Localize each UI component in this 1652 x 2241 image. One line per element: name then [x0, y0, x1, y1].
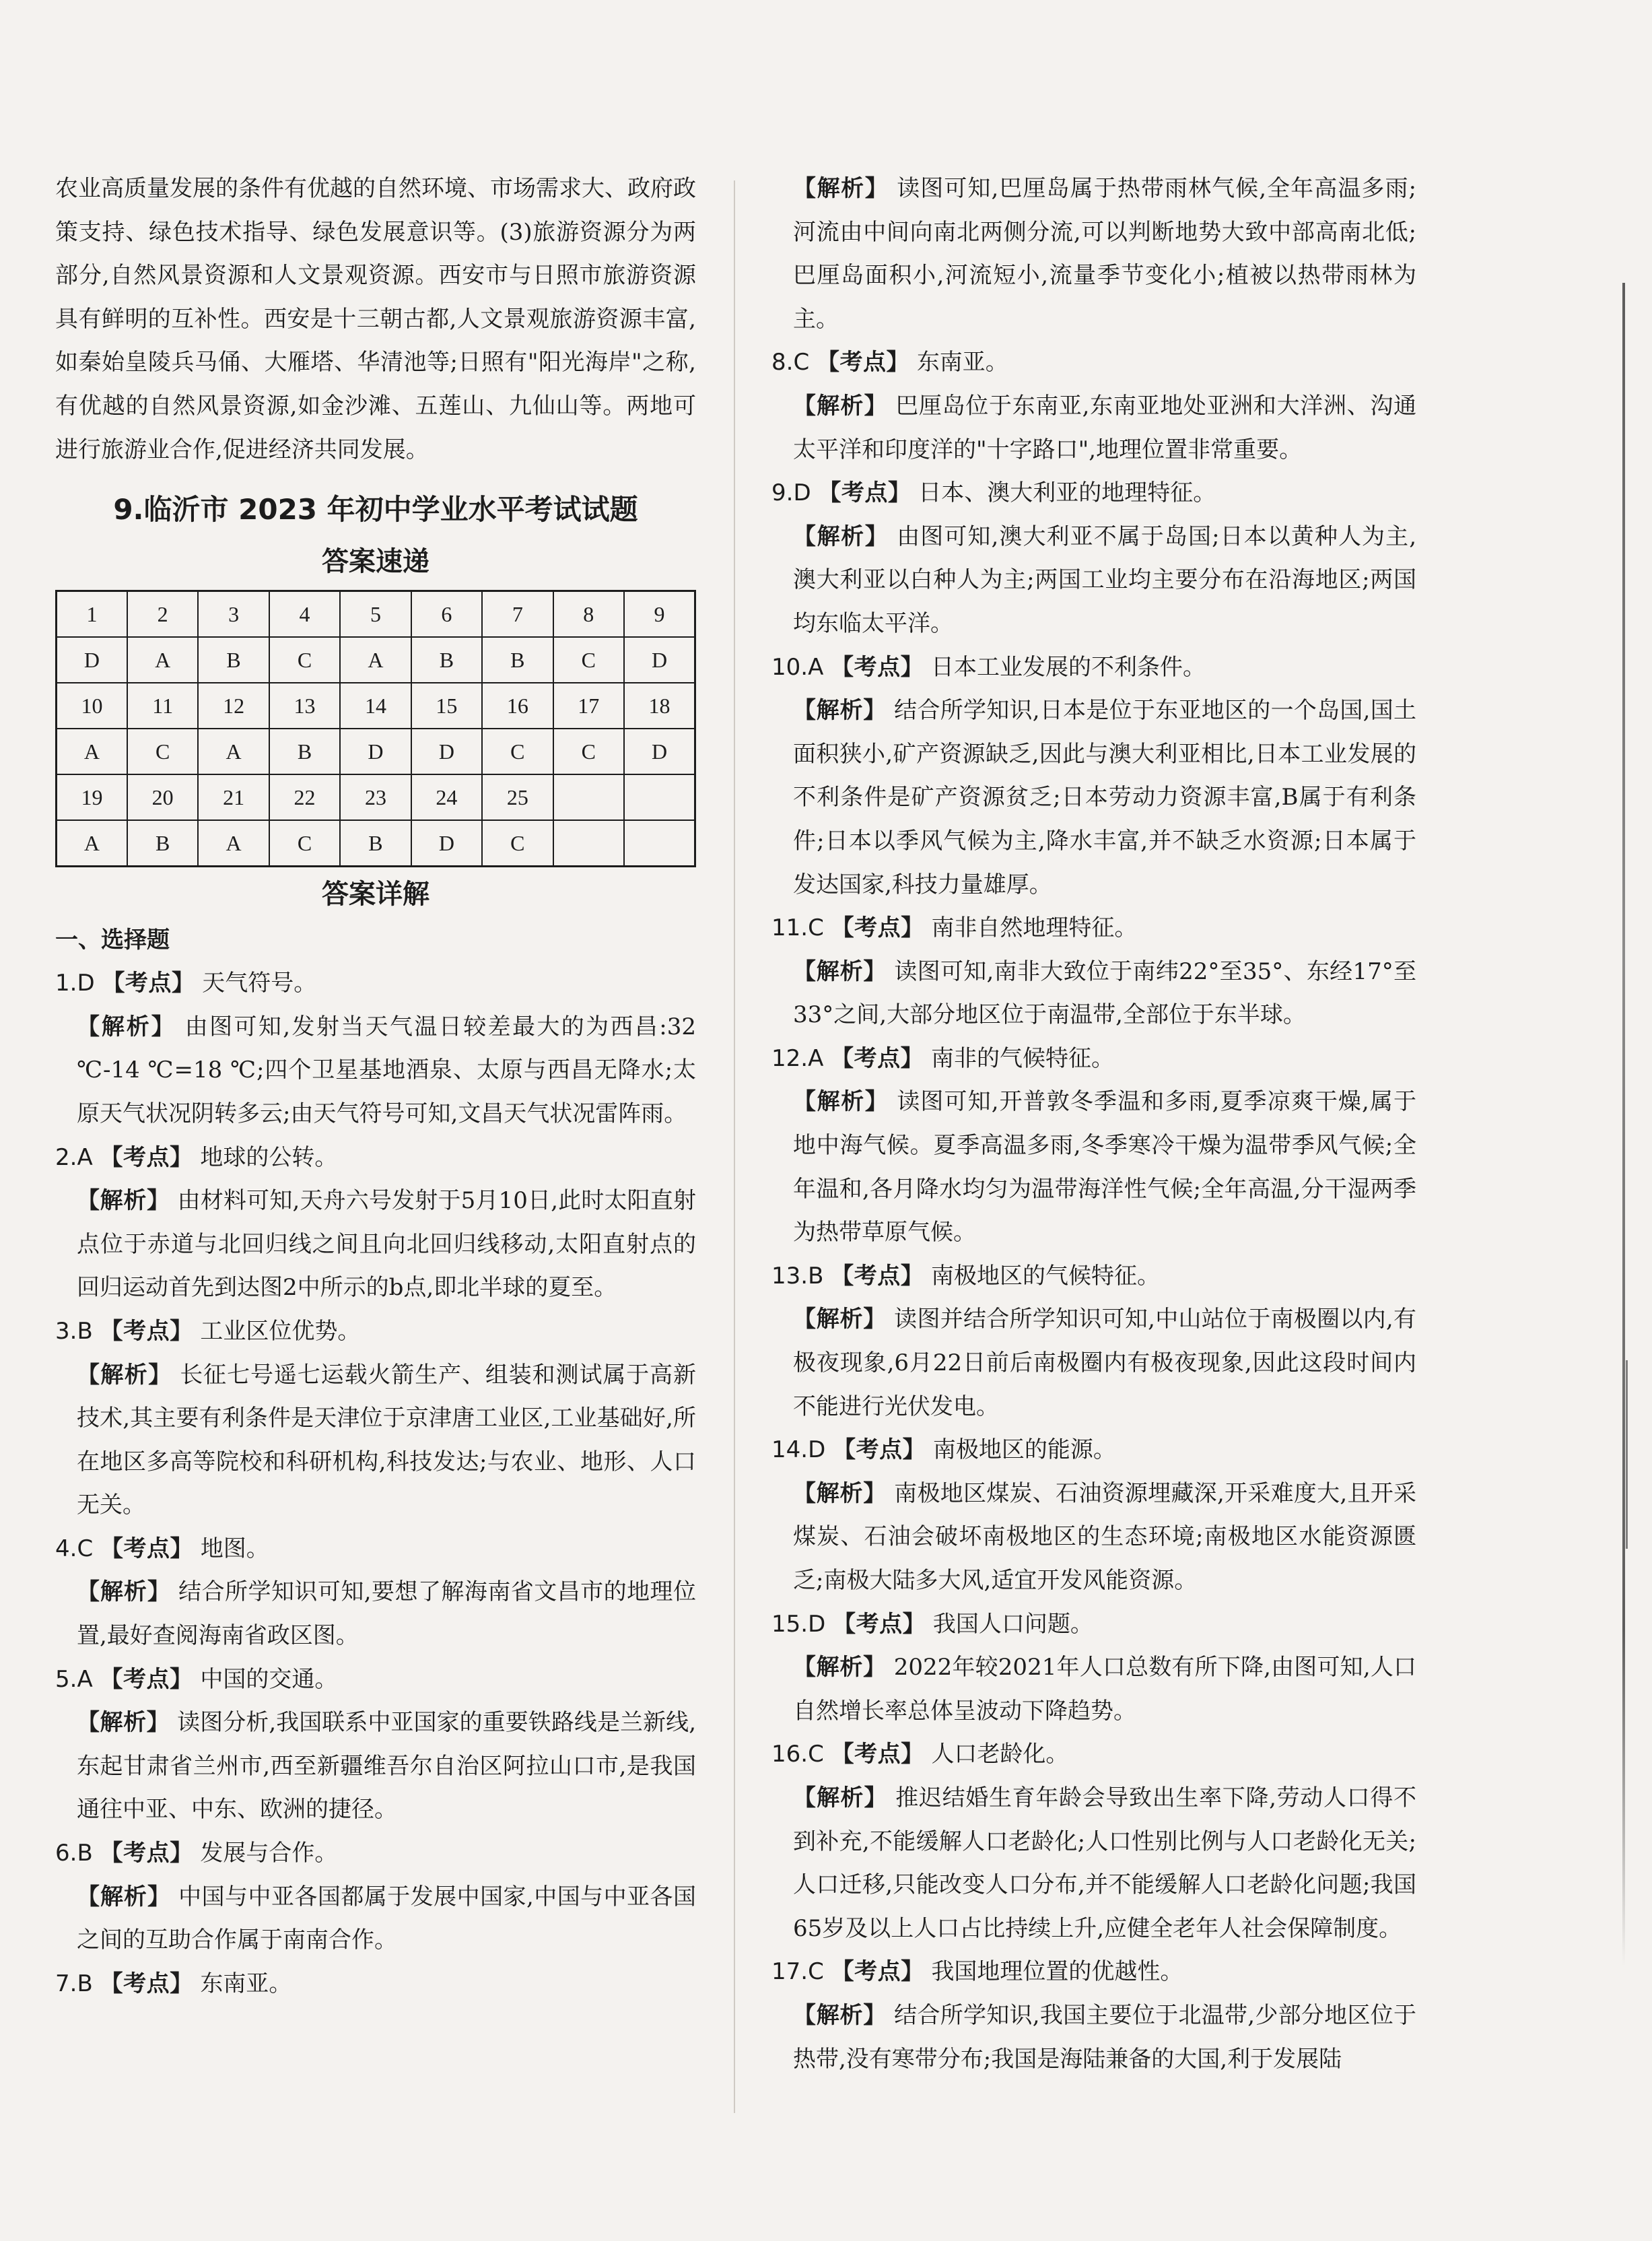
answer-table-cell: B — [127, 820, 198, 867]
explanation — [55, 1701, 696, 1832]
kaodian-label: 【考点】 — [100, 1970, 193, 1997]
question-line — [771, 471, 1416, 515]
question-line — [55, 1962, 696, 2006]
answer-table-cell: 11 — [127, 683, 198, 729]
answer-table-cell: C — [269, 637, 340, 683]
question-number: 3.B — [55, 1317, 93, 1345]
explanation — [771, 384, 1416, 471]
explanation-text: 读图可知,巴厘岛属于热带雨林气候,全年高温多雨;河流由中间向南北两侧分流,可以判断地势大致中部高南北低;巴厘岛面积小,河流短小,流量季节变化小;植被以热带雨林为主。 — [793, 175, 1417, 333]
explanation-text: 2022年较2021年人口总数有所下降,由图可知,人口自然增长率总体呈波动下降趋势。 — [793, 1654, 1417, 1725]
kaodian-label: 【考点】 — [831, 1044, 924, 1072]
jiexi-label: 【解析】 — [793, 392, 888, 420]
answer-table-cell: D — [411, 729, 482, 774]
detail-title: 答案详解 — [322, 879, 429, 910]
explanation — [55, 1875, 696, 1962]
question-number: 16.C — [771, 1741, 824, 1768]
answer-table-cell: 2 — [127, 591, 198, 638]
answer-table-cell: D — [411, 820, 482, 867]
kaodian-topic: 发展与合作。 — [200, 1840, 338, 1867]
jiexi-label: 【解析】 — [793, 175, 889, 202]
kaodian-label: 【考点】 — [102, 970, 195, 997]
question-number: 14.D — [771, 1436, 826, 1464]
right-column — [771, 167, 1416, 2081]
explanation — [55, 1353, 696, 1527]
kaodian-label: 【考点】 — [831, 653, 924, 681]
kaodian-label: 【考点】 — [817, 349, 909, 376]
explanation — [55, 1005, 696, 1136]
question-line — [771, 1255, 1416, 1298]
jiexi-label: 【解析】 — [793, 1784, 888, 1811]
answer-table-cell: B — [411, 637, 482, 683]
kaodian-topic: 我国地理位置的优越性。 — [931, 1958, 1183, 1986]
answer-table-cell: 10 — [57, 683, 127, 729]
explanation — [771, 1080, 1416, 1254]
jiexi-label: 【解析】 — [77, 1013, 176, 1040]
answer-table-cell: 8 — [553, 591, 624, 638]
question-line — [771, 341, 1416, 384]
explanation-text: 巴厘岛位于东南亚,东南亚地处亚洲和大洋洲、沟通太平洋和印度洋的"十字路口",地理位置非常重要。 — [793, 392, 1417, 463]
question-line — [55, 1136, 696, 1180]
question-line — [55, 1310, 696, 1353]
answer-table-cell: A — [127, 637, 198, 683]
answer-table-cell: 9 — [624, 591, 695, 638]
explanation-text: 读图可知,开普敦冬季温和多雨,夏季凉爽干燥,属于地中海气候。夏季高温多雨,冬季寒冷干燥为温带季风气候;全年温和,各月降水均匀为温带海洋性气候;全年高温,分干湿两季为热带草原气候。 — [793, 1088, 1417, 1246]
question-number: 7.B — [55, 1970, 93, 1997]
answer-table-cell — [624, 820, 695, 867]
answer-table-cell: D — [624, 729, 695, 774]
question-number: 2.A — [55, 1143, 93, 1171]
explanation-text: 由图可知,澳大利亚不属于岛国;日本以黄种人为主,澳大利亚以白种人为主;两国工业均主要分布在沿海地区;两国均东临太平洋。 — [793, 523, 1417, 637]
scan-edge-mark-2 — [1626, 1360, 1628, 1549]
answer-table-cell: 18 — [624, 683, 695, 729]
explanation-text: 南极地区煤炭、石油资源埋藏深,开采难度大,且开采煤炭、石油会破坏南极地区的生态环境;南极地区水能资源匮乏;南极大陆多大风,适宜开发风能资源。 — [793, 1479, 1416, 1594]
question-line — [55, 1527, 696, 1571]
answer-table-cell: 16 — [482, 683, 553, 729]
kaodian-label: 【考点】 — [831, 1741, 924, 1768]
answer-table-cell: C — [127, 729, 198, 774]
kaodian-topic: 南非的气候特征。 — [930, 1044, 1114, 1072]
answer-table-cell: 22 — [269, 774, 340, 820]
explanation-text: 读图并结合所学知识可知,中山站位于南极圈以内,有极夜现象,6月22日前后南极圈内有极夜现象,因此这段时间内不能进行光伏发电。 — [793, 1306, 1416, 1420]
kaodian-topic: 人口老龄化。 — [931, 1741, 1069, 1768]
explanation — [771, 1646, 1416, 1733]
explanation-text: 读图分析,我国联系中亚国家的重要铁路线是兰新线,东起甘肃省兰州市,西至新疆维吾尔自治区阿拉山口市,是我国通往中亚、中东、欧洲的捷径。 — [77, 1709, 697, 1824]
jiexi-label: 【解析】 — [77, 1709, 170, 1737]
answer-table-cell: A — [340, 637, 411, 683]
answer-table-cell: C — [553, 729, 624, 774]
jiexi-label: 【解析】 — [793, 2001, 887, 2029]
answer-table-row — [57, 820, 695, 867]
right-items — [771, 167, 1416, 2081]
answer-table-cell: 6 — [411, 591, 482, 638]
answer-table-cell: B — [340, 820, 411, 867]
question-number: 1.D — [55, 970, 95, 997]
explanation-text: 读图可知,南非大致位于南纬22°至35°、东经17°至33°之间,大部分地区位于南温带,全部位于东半球。 — [793, 958, 1417, 1029]
jiexi-label: 【解析】 — [793, 958, 887, 985]
answer-table-row — [57, 637, 695, 683]
kaodian-topic: 地图。 — [200, 1535, 269, 1562]
question-number: 4.C — [55, 1535, 94, 1562]
column-divider — [734, 180, 735, 2113]
explanation — [771, 950, 1416, 1037]
section-title: 9.临沂市 2023 年初中学业水平考试试题 — [113, 493, 638, 527]
kaodian-label: 【考点】 — [833, 1610, 926, 1638]
intro-paragraph: 农业高质量发展的条件有优越的自然环境、市场需求大、政府政策支持、绿色技术指导、绿色发展意识等。(3)旅游资源分为两部分,自然风景资源和人文景观资源。西安市与日照市旅游资源具有鲜明的互补性。西安是十三朝古都,人文景观旅游资源丰富,如秦始皇陵兵马俑、大雁塔、华清池等;日照有"阳光海岸"之称,有优越的自然风景资源,如金沙滩、五莲山、九仙山等。两地可进行旅游业合作,促进经济共同发展。 — [55, 175, 696, 463]
explanation — [771, 689, 1416, 906]
answer-table-cell: 15 — [411, 683, 482, 729]
answer-table-cell — [624, 774, 695, 820]
explanation — [771, 1298, 1416, 1428]
answer-table-row — [57, 774, 695, 820]
kaodian-topic: 南极地区的气候特征。 — [931, 1262, 1161, 1290]
answer-table-cell — [553, 774, 624, 820]
jiexi-label: 【解析】 — [793, 1479, 887, 1507]
kaodian-label: 【考点】 — [100, 1317, 193, 1345]
answer-table-cell: D — [340, 729, 411, 774]
question-line — [771, 646, 1416, 690]
question-line — [771, 906, 1416, 950]
question-number: 15.D — [771, 1610, 826, 1638]
question-number: 11.C — [771, 914, 824, 942]
kaodian-topic: 南极地区的能源。 — [932, 1436, 1116, 1464]
kaodian-topic: 工业区位优势。 — [200, 1317, 361, 1345]
question-line — [771, 1428, 1416, 1472]
answer-table-cell: 14 — [340, 683, 411, 729]
kaodian-topic: 地球的公转。 — [200, 1143, 338, 1171]
answer-table-cell: 24 — [411, 774, 482, 820]
question-number: 8.C — [771, 349, 810, 376]
answer-table-cell: A — [198, 729, 269, 774]
jiexi-label: 【解析】 — [77, 1361, 172, 1389]
question-number: 12.A — [771, 1044, 824, 1072]
explanation — [771, 515, 1416, 646]
quick-answers-title: 答案速递 — [322, 546, 429, 578]
kaodian-topic: 日本工业发展的不利条件。 — [930, 653, 1206, 681]
explanation — [55, 1179, 696, 1310]
part-title: 一、选择题 — [55, 927, 170, 954]
answer-table-cell: 4 — [269, 591, 340, 638]
explanation-text: 结合所学知识,日本是位于东亚地区的一个岛国,国土面积狭小,矿产资源缺乏,因此与澳大利亚相比,日本工业发展的不利条件是矿产资源贫乏;日本劳动力资源丰富,B属于有利条件;日本以季风气候为主,降水丰富,并不缺乏水资源;日本属于发达国家,科技力量雄厚。 — [793, 697, 1416, 898]
answer-table-cell: 5 — [340, 591, 411, 638]
answer-table-row — [57, 729, 695, 774]
explanation-text: 中国与中亚各国都属于发展中国家,中国与中亚各国之间的互助合作属于南南合作。 — [77, 1883, 697, 1954]
answer-table-cell: C — [553, 637, 624, 683]
answer-table-cell: 19 — [57, 774, 127, 820]
question-line — [55, 1658, 696, 1702]
answer-table-cell: 1 — [57, 591, 127, 638]
question-number: 17.C — [771, 1958, 824, 1986]
answer-table-cell: D — [624, 637, 695, 683]
kaodian-label: 【考点】 — [100, 1143, 193, 1171]
kaodian-topic: 东南亚。 — [200, 1970, 292, 1997]
left-column — [55, 167, 696, 2005]
answer-table-cell: C — [482, 729, 553, 774]
jiexi-label: 【解析】 — [793, 697, 887, 725]
question-line — [771, 1733, 1416, 1776]
question-number: 10.A — [771, 653, 824, 681]
answer-table-row — [57, 591, 695, 638]
answer-table-cell: A — [57, 729, 127, 774]
explanation-text: 长征七号遥七运载火箭生产、组装和测试属于高新技术,其主要有利条件是天津位于京津唐工业区,工业基础好,所在地区多高等院校和科研机构,科技发达;与农业、地形、人口无关。 — [77, 1361, 697, 1519]
kaodian-label: 【考点】 — [831, 1262, 924, 1290]
answer-table-cell: B — [198, 637, 269, 683]
explanation-text: 由材料可知,天舟六号发射于5月10日,此时太阳直射点位于赤道与北回归线之间且向北回归线移动,太阳直射点的回归运动首先到达图2中所示的b点,即北半球的夏至。 — [77, 1187, 697, 1302]
explanation — [771, 1994, 1416, 2081]
jiexi-label: 【解析】 — [77, 1187, 170, 1215]
question-line — [771, 1603, 1416, 1646]
kaodian-topic: 天气符号。 — [202, 970, 317, 997]
kaodian-topic: 日本、澳大利亚的地理特征。 — [918, 479, 1216, 507]
answer-table-cell — [553, 820, 624, 867]
kaodian-label: 【考点】 — [100, 1840, 193, 1867]
answer-table-cell: D — [57, 637, 127, 683]
question-number: 9.D — [771, 479, 811, 507]
jiexi-label: 【解析】 — [77, 1883, 171, 1910]
answer-table-cell: 12 — [198, 683, 269, 729]
jiexi-label: 【解析】 — [793, 523, 889, 550]
answer-table-cell: A — [198, 820, 269, 867]
explanation — [771, 167, 1416, 341]
explanation-text: 结合所学知识,我国主要位于北温带,少部分地区位于热带,没有寒带分布;我国是海陆兼备的大国,利于发展陆 — [793, 2001, 1416, 2073]
kaodian-label: 【考点】 — [833, 1436, 926, 1464]
answer-table-cell: B — [482, 637, 553, 683]
kaodian-label: 【考点】 — [100, 1535, 193, 1562]
question-line — [771, 1037, 1416, 1081]
explanation — [771, 1776, 1416, 1950]
kaodian-label: 【考点】 — [100, 1665, 193, 1693]
answer-table-cell: C — [482, 820, 553, 867]
jiexi-label: 【解析】 — [793, 1654, 887, 1681]
answer-table-cell: 17 — [553, 683, 624, 729]
kaodian-label: 【考点】 — [818, 479, 911, 507]
explanation-text: 结合所学知识可知,要想了解海南省文昌市的地理位置,最好查阅海南省政区图。 — [77, 1578, 697, 1650]
question-line — [771, 1950, 1416, 1994]
answer-table-cell: 23 — [340, 774, 411, 820]
answer-table-cell: 25 — [482, 774, 553, 820]
answer-table-row — [57, 683, 695, 729]
answer-table-cell: 7 — [482, 591, 553, 638]
answer-table-cell: C — [269, 820, 340, 867]
answer-table-cell: A — [57, 820, 127, 867]
explanation-text: 由图可知,发射当天气温日较差最大的为西昌:32 ℃-14 ℃=18 ℃;四个卫星基地酒泉、太原与西昌无降水;太原天气状况阴转多云;由天气符号可知,文昌天气状况雷阵雨。 — [77, 1013, 696, 1127]
answer-table-cell: 21 — [198, 774, 269, 820]
jiexi-label: 【解析】 — [77, 1578, 171, 1606]
answer-table — [55, 590, 696, 867]
kaodian-topic: 中国的交通。 — [200, 1665, 338, 1693]
kaodian-label: 【考点】 — [831, 914, 924, 942]
scan-edge-mark — [1622, 283, 1625, 1966]
explanation-text: 推迟结婚生育年龄会导致出生率下降,劳动人口得不到补充,不能缓解人口老龄化;人口性别比例与人口老龄化无关;人口迁移,只能改变人口分布,并不能缓解人口老龄化问题;我国65岁及以上人口占比持续上升,应健全老年人社会保障制度。 — [793, 1784, 1417, 1942]
jiexi-label: 【解析】 — [793, 1088, 889, 1116]
jiexi-label: 【解析】 — [793, 1306, 887, 1333]
question-number: 6.B — [55, 1840, 93, 1867]
answer-table-cell: B — [269, 729, 340, 774]
answer-table-cell: 13 — [269, 683, 340, 729]
explanation — [55, 1570, 696, 1657]
answer-table-cell: 20 — [127, 774, 198, 820]
explanation — [771, 1472, 1416, 1603]
question-line — [55, 962, 696, 1005]
kaodian-topic: 我国人口问题。 — [932, 1610, 1093, 1638]
question-number: 5.A — [55, 1665, 93, 1693]
kaodian-topic: 东南亚。 — [916, 349, 1008, 376]
kaodian-topic: 南非自然地理特征。 — [931, 914, 1138, 942]
answer-table-cell: 3 — [198, 591, 269, 638]
question-line — [55, 1832, 696, 1875]
kaodian-label: 【考点】 — [831, 1958, 924, 1986]
left-items — [55, 962, 696, 2005]
question-number: 13.B — [771, 1262, 824, 1290]
